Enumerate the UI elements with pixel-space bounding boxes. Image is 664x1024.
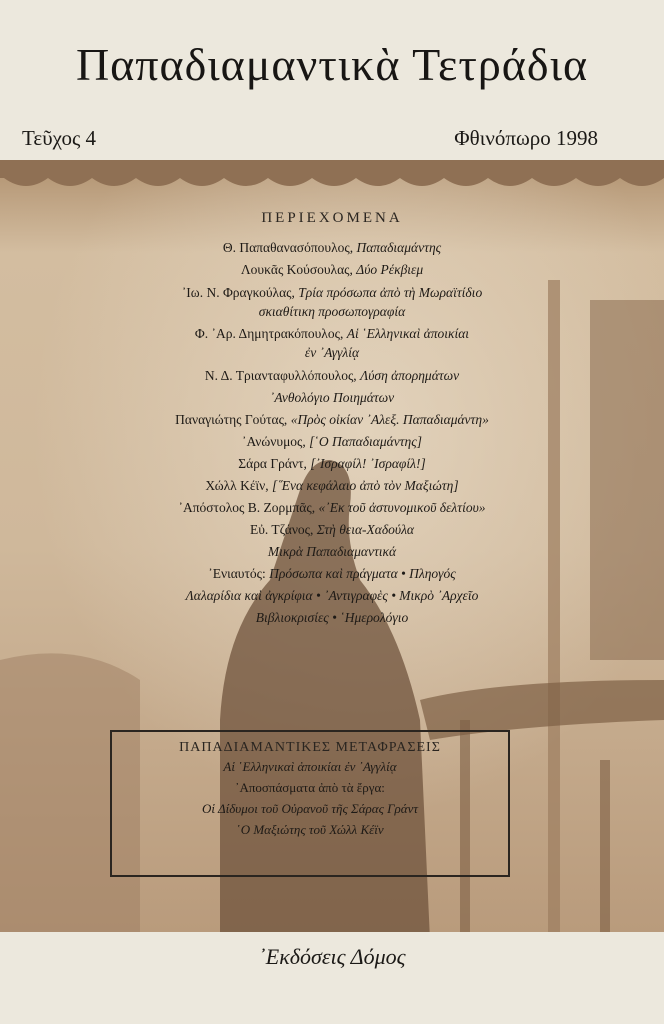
contents-entry <box>0 431 664 453</box>
entry-work: ᾿Ανθολόγιο Ποιημάτων <box>269 390 395 405</box>
issue-row <box>22 126 598 156</box>
entry-work: [῞Ενα κεφάλαιο ἀπὸ τὸν Μαξιώτη] <box>271 478 459 493</box>
entry-work: Δύο Ρέκβιεμ <box>356 262 424 277</box>
translations-line: Οἱ Δίδυμοι τοῦ Οὐρανοῦ τῆς Σάρας Γράντ <box>201 801 419 816</box>
translations-box <box>110 730 510 877</box>
contents-entry <box>0 475 664 497</box>
contents-entry <box>0 283 664 321</box>
contents-entry <box>0 237 664 259</box>
entry-author: Εὐ. Τζάνος, <box>249 522 317 537</box>
entry-work: Τρία πρόσωπα ἀπὸ τὴ Μωραϊτίδιο <box>298 285 483 300</box>
entry-author: Παναγιώτης Γούτας, <box>175 412 291 427</box>
translations-line: Αἱ ῾Ελληνικαὶ ἀποικίαι ἐν ᾿Αγγλίᾳ <box>223 759 397 774</box>
issue-season: Φθινόπωρο 1998 <box>454 126 598 150</box>
journal-title: Παπαδιαμαντικὰ Τετράδια <box>75 39 589 90</box>
entry-work: «Πρὸς οἰκίαν ᾿Αλεξ. Παπαδιαμάντη» <box>290 412 489 427</box>
translations-line: ῾Ο Μαξιώτης τοῦ Χώλλ Κέϊν <box>236 822 384 837</box>
entry-author: ᾿Απόστολος Β. Ζορμπᾶς, <box>178 500 319 515</box>
entry-author: ᾿Ιω. Ν. Φραγκούλας, <box>181 285 299 300</box>
entry-author: Λουκᾶς Κούσουλας, <box>240 262 357 277</box>
contents-entry <box>0 585 664 607</box>
contents-entry <box>0 607 664 629</box>
entry-work-continued: σκιαθίτικη προσωπογραφία <box>258 304 406 319</box>
issue-number: Τεῦχος 4 <box>22 126 97 150</box>
contents-entry <box>0 259 664 281</box>
contents-entry <box>0 365 664 387</box>
contents-heading: ΠΕΡΙΕΧΟΜΕΝΑ <box>261 210 403 226</box>
entry-author: Ν. Δ. Τριανταφυλλόπουλος, <box>204 368 361 383</box>
entry-work: Παπαδιαμάντης <box>356 240 442 255</box>
entry-work: Πρόσωπα καὶ πράγματα • Πληογός <box>269 566 456 581</box>
contents-entry <box>0 497 664 519</box>
entry-author: ᾿Ανώνυμος, <box>242 434 310 449</box>
contents-entry <box>0 453 664 475</box>
entry-work-continued: ἐν ᾿Αγγλίᾳ <box>304 345 360 360</box>
contents-entry <box>0 563 664 585</box>
entry-work: [῾Ο Παπαδιαμάντης] <box>309 434 422 449</box>
entry-work: «᾿Εκ τοῦ ἀστυνομικοῦ δελτίου» <box>318 500 486 515</box>
publisher-name: ᾿Εκδόσεις Δόμος <box>258 944 406 969</box>
entry-work: [᾿Ισραφίλ! ᾿Ισραφίλ!] <box>310 456 426 471</box>
contents-entry <box>0 541 664 563</box>
translations-line: ᾿Αποσπάσματα ἀπὸ τὰ ἔργα: <box>235 780 385 795</box>
table-of-contents <box>0 210 664 629</box>
entry-author: Χώλλ Κέϊν, <box>205 478 272 493</box>
contents-entry <box>0 519 664 541</box>
entry-author: ᾿Ενιαυτός: <box>208 566 270 581</box>
entry-work: Βιβλιοκρισίες • ῾Ημερολόγιο <box>255 610 409 625</box>
entry-work: Στὴ θεια-Χαδούλα <box>316 522 415 537</box>
contents-entry <box>0 324 664 362</box>
entry-work: Μικρὰ Παπαδιαμαντικά <box>267 544 397 559</box>
entry-work: Λύση ἀπορημάτων <box>360 368 460 383</box>
translations-heading: ΠΑΠΑΔΙΑΜΑΝΤΙΚΕΣ ΜΕΤΑΦΡΑΣΕΙΣ <box>179 740 441 755</box>
contents-entry <box>0 409 664 431</box>
contents-entry <box>0 387 664 409</box>
entry-author: Θ. Παπαθανασόπουλος, <box>222 240 357 255</box>
entry-work: Λαλαρίδια καὶ ἀγκρίφια • ᾿Αντιγραφὲς • Μικρὸ ᾿Αρχεῖο <box>185 588 479 603</box>
entry-author: Σάρα Γράντ, <box>238 456 311 471</box>
entry-work: Αἱ ῾Ελληνικαὶ ἀποικίαι <box>346 326 470 341</box>
entry-author: Φ. ᾿Αρ. Δημητρακόπουλος, <box>194 326 347 341</box>
